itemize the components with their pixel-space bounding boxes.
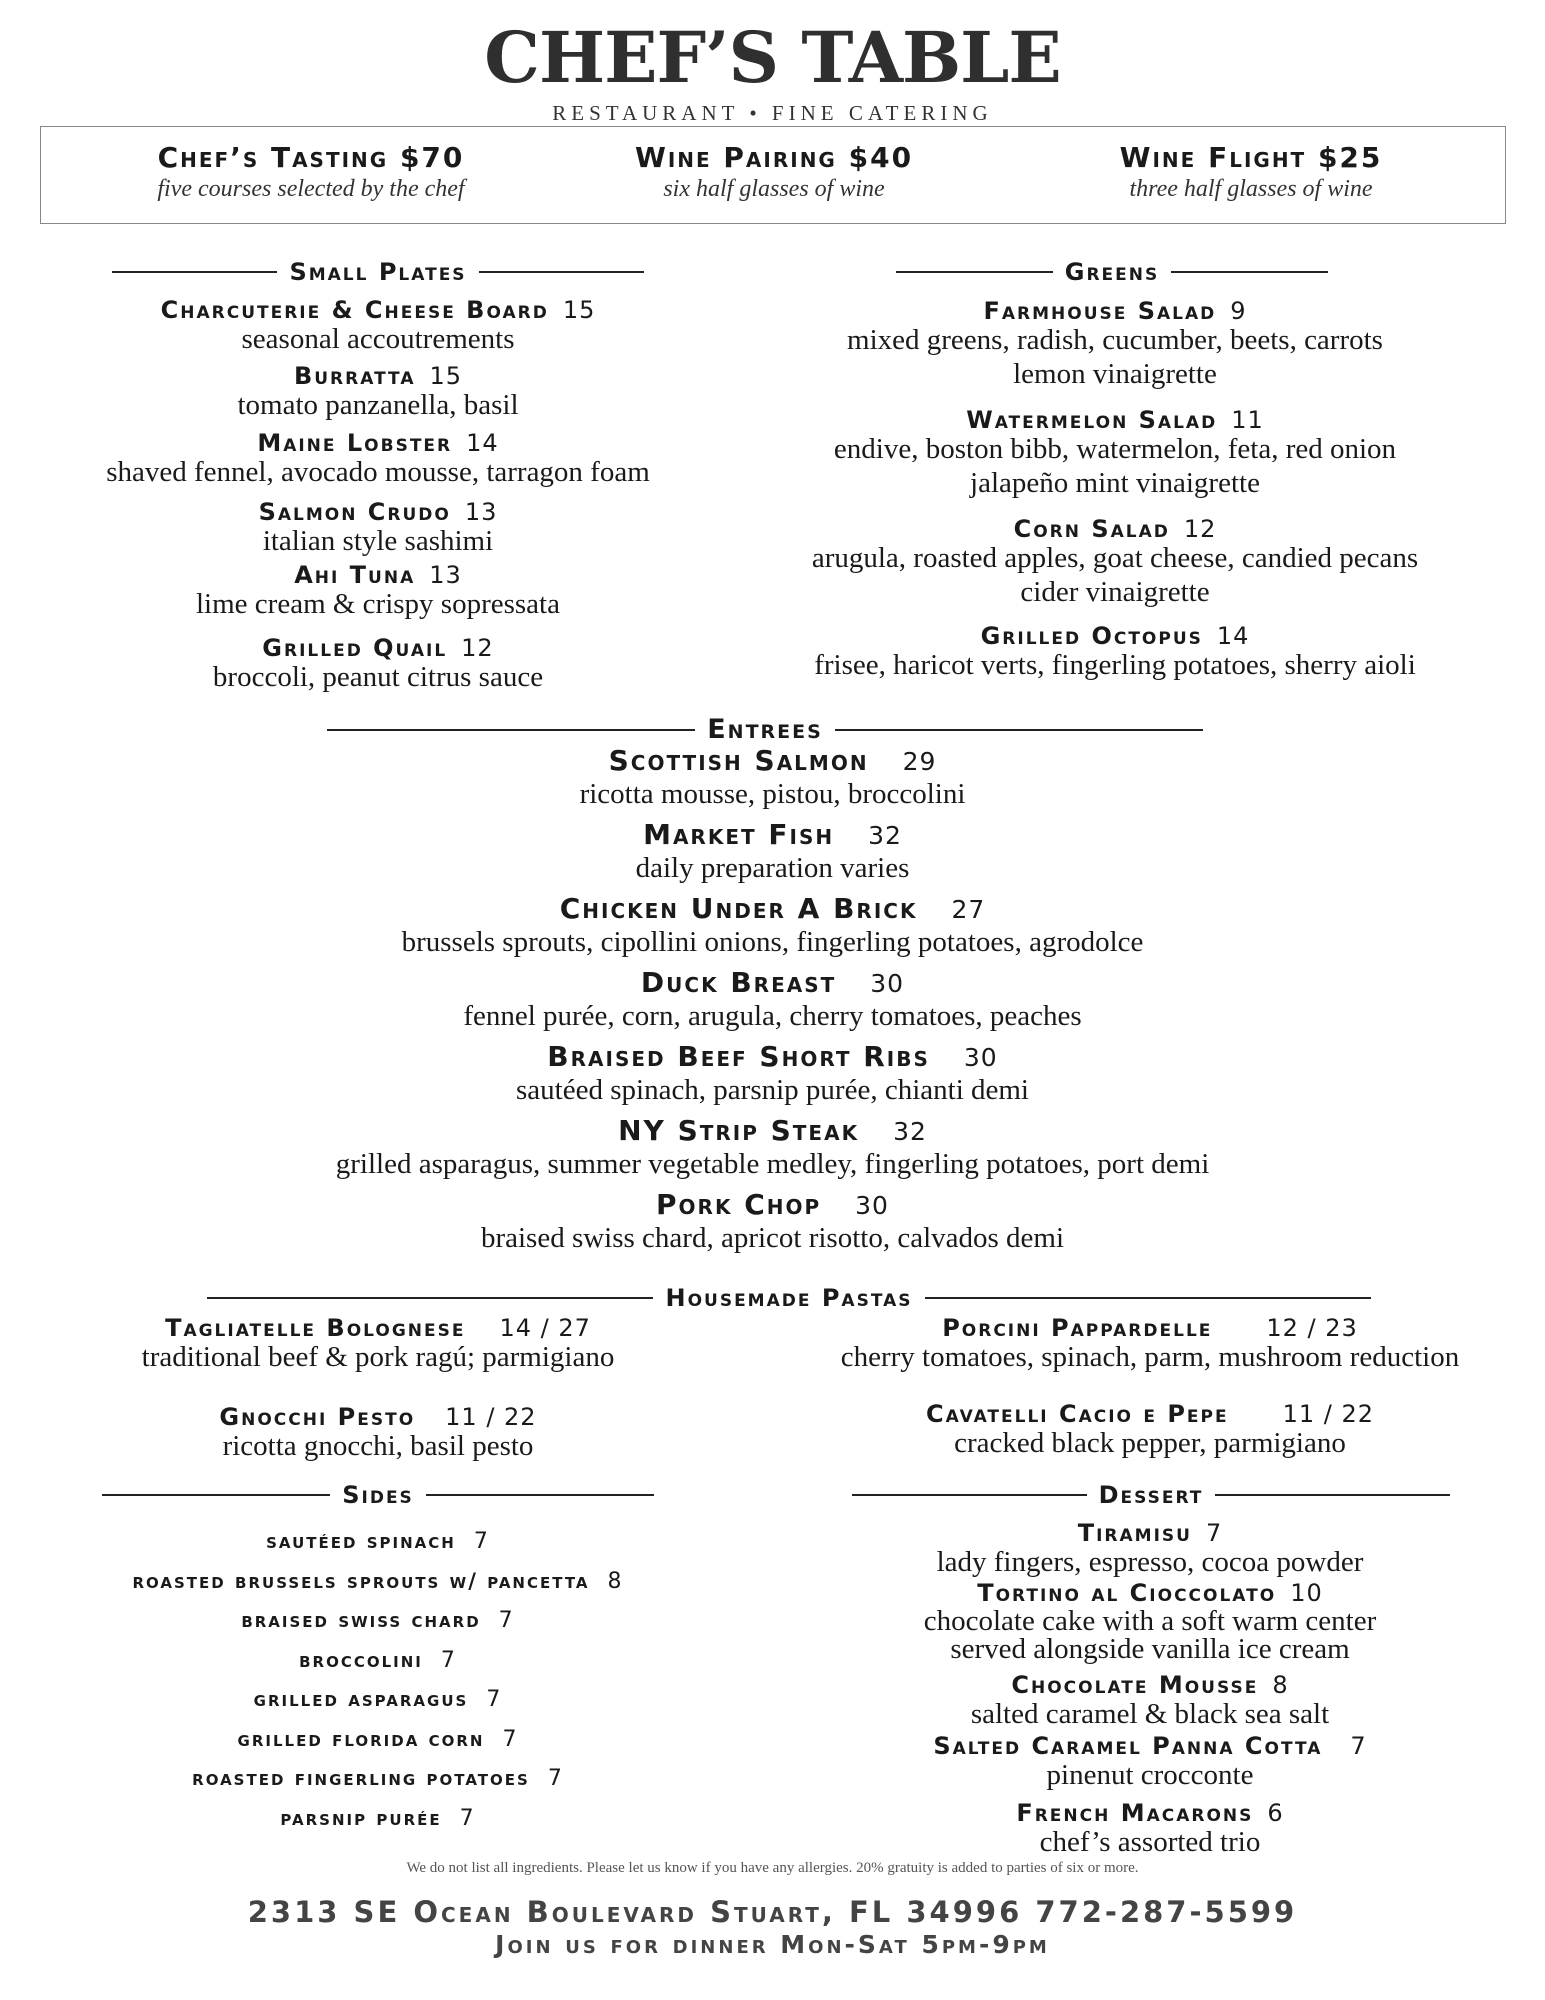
item-description: ricotta mousse, pistou, broccolini <box>579 778 966 810</box>
menu-item <box>800 1732 1500 1791</box>
item-price: 6 <box>1267 1799 1284 1827</box>
item-price: 11 <box>1231 406 1264 434</box>
item-name: broccolini <box>299 1647 423 1672</box>
item-name: Ahi Tuna <box>294 561 416 589</box>
item-price: 13 <box>464 498 498 526</box>
item-name: Tiramisu <box>1077 1519 1192 1547</box>
item-name: Salted Caramel Panna Cotta <box>933 1732 1323 1760</box>
menu-item <box>760 515 1470 610</box>
item-description: lady fingers, espresso, cocoa powder <box>936 1546 1364 1578</box>
item-price: 7 <box>473 1529 490 1554</box>
item-description: daily preparation varies <box>635 852 910 884</box>
menu-item <box>800 1671 1500 1730</box>
side-item <box>40 1522 716 1562</box>
item-price: 11 / 22 <box>1282 1400 1375 1428</box>
menu-item <box>240 744 1305 810</box>
item-name: Cavatelli Cacio e Pepe <box>925 1400 1229 1428</box>
item-description: grilled asparagus, summer vegetable medley, fingerling potatoes, port demi <box>335 1148 1210 1180</box>
item-description: fennel purée, corn, arugula, cherry tomatoes, peaches <box>463 1000 1082 1032</box>
item-name: roasted fingerling potatoes <box>192 1766 530 1790</box>
specials-box <box>40 126 1506 224</box>
menu-item <box>800 1799 1500 1858</box>
item-name: braised swiss chard <box>241 1608 481 1632</box>
item-name: Market Fish <box>643 818 835 851</box>
item-name: Charcuterie & Cheese Board <box>160 296 549 324</box>
item-description: ricotta gnocchi, basil pesto <box>222 1430 534 1462</box>
menu-item <box>800 1579 1500 1663</box>
special-wine-pairing <box>564 141 984 203</box>
item-name: Watermelon Salad <box>966 406 1218 434</box>
item-name: Grilled Octopus <box>980 622 1203 650</box>
entrees-list <box>240 744 1305 1254</box>
side-item <box>40 1759 716 1799</box>
section-heading-small-plates <box>112 258 644 286</box>
special-name: Chef’s Tasting $70 <box>157 141 465 174</box>
item-description: endive, boston bibb, watermelon, feta, red onion <box>833 433 1397 465</box>
menu-item <box>800 1314 1500 1373</box>
restaurant-hours: Join us for dinner Mon-Sat 5pm-9pm <box>495 1930 1050 1959</box>
item-name: Chocolate Mousse <box>1011 1671 1259 1699</box>
section-heading-greens <box>896 258 1328 286</box>
item-name: Porcini Pappardelle <box>942 1314 1213 1342</box>
heading-rule <box>479 271 644 273</box>
section-title: Entrees <box>707 714 823 745</box>
item-description: chocolate cake with a soft warm center <box>923 1605 1377 1637</box>
item-description: italian style sashimi <box>262 525 494 557</box>
menu-item <box>40 362 716 421</box>
menu-header <box>0 0 1545 126</box>
restaurant-logo: CHEF’S TABLE <box>484 16 1061 99</box>
item-price: 30 <box>963 1043 998 1072</box>
item-description: mixed greens, radish, cucumber, beets, carrots <box>847 324 1383 356</box>
item-description: jalapeño mint vinaigrette <box>970 467 1260 499</box>
item-price: 30 <box>855 1191 889 1220</box>
item-price: 7 <box>440 1647 457 1673</box>
item-price: 8 <box>1272 1671 1289 1699</box>
greens-list <box>760 297 1470 681</box>
menu-item <box>40 1314 716 1373</box>
menu-item <box>240 1114 1305 1180</box>
item-price: 32 <box>893 1117 927 1146</box>
item-name: roasted brussels sprouts w/ pancetta <box>132 1568 590 1593</box>
heading-rule <box>327 729 695 731</box>
item-price: 10 <box>1290 1579 1323 1607</box>
item-description: cracked black pepper, parmigiano <box>954 1427 1346 1459</box>
menu-item <box>40 296 716 355</box>
item-price: 13 <box>429 561 462 589</box>
pastas-right-list <box>800 1314 1500 1459</box>
special-chefs-tasting <box>101 141 521 203</box>
side-item <box>40 1799 716 1839</box>
item-price: 14 <box>1216 622 1250 650</box>
menu-item <box>40 498 716 557</box>
item-price: 15 <box>429 362 463 390</box>
menu-item <box>40 1403 716 1462</box>
item-name: Pork Chop <box>656 1188 822 1221</box>
heading-rule <box>896 271 1053 273</box>
special-description: five courses selected by the chef <box>157 176 465 202</box>
side-item <box>40 1680 716 1720</box>
item-price: 7 <box>498 1608 515 1633</box>
item-price: 30 <box>870 969 905 998</box>
item-price: 12 <box>461 634 494 662</box>
menu-item <box>240 818 1305 884</box>
item-price: 7 <box>1205 1519 1223 1547</box>
pastas-left-list <box>40 1314 716 1462</box>
item-price: 11 / 22 <box>445 1403 537 1431</box>
item-description: arugula, roasted apples, goat cheese, candied pecans <box>811 542 1419 574</box>
item-name: Chicken Under A Brick <box>559 892 918 925</box>
item-price: 7 <box>1350 1732 1367 1760</box>
item-name: Maine Lobster <box>257 429 453 457</box>
menu-item <box>240 1188 1305 1254</box>
item-description: salted caramel & black sea salt <box>970 1698 1330 1730</box>
item-name: NY Strip Steak <box>618 1114 860 1147</box>
item-description: frisee, haricot verts, fingerling potatoes, sherry aioli <box>814 649 1416 681</box>
section-title: Greens <box>1064 258 1160 286</box>
heading-rule <box>426 1494 654 1496</box>
menu-item <box>800 1400 1500 1459</box>
menu-item <box>760 297 1470 392</box>
item-description: broccoli, peanut citrus sauce <box>212 661 544 693</box>
special-wine-flight <box>1041 141 1461 203</box>
item-description: shaved fennel, avocado mousse, tarragon foam <box>106 456 650 488</box>
item-price: 7 <box>459 1805 476 1831</box>
menu-item <box>800 1519 1500 1578</box>
item-price: 32 <box>868 821 902 850</box>
section-heading-dessert <box>852 1481 1450 1509</box>
item-description: lemon vinaigrette <box>1013 358 1217 390</box>
item-name: Grilled Quail <box>262 634 448 662</box>
item-description: sautéed spinach, parsnip purée, chianti demi <box>516 1074 1029 1106</box>
section-title: Housemade Pastas <box>665 1284 913 1312</box>
item-price: 15 <box>562 296 596 324</box>
item-name: parsnip purée <box>280 1805 442 1830</box>
menu-item <box>240 966 1305 1032</box>
item-description: served alongside vanilla ice cream <box>950 1633 1350 1665</box>
item-name: Tagliatelle Bolognese <box>165 1314 466 1342</box>
special-name: Wine Pairing $40 <box>634 141 914 174</box>
section-heading-entrees <box>327 714 1203 745</box>
item-price: 7 <box>486 1687 503 1712</box>
item-name: Burratta <box>293 362 416 390</box>
item-name: Tortino al Cioccolato <box>977 1579 1277 1607</box>
heading-rule <box>925 1297 1371 1299</box>
sides-list <box>40 1522 716 1838</box>
side-item <box>40 1720 716 1760</box>
item-description: brussels sprouts, cipollini onions, fingerling potatoes, agrodolce <box>401 926 1144 958</box>
menu-item <box>240 892 1305 958</box>
item-price: 14 / 27 <box>499 1314 591 1342</box>
menu-item <box>240 1040 1305 1106</box>
item-price: 29 <box>902 747 937 776</box>
item-description: traditional beef & pork ragú; parmigiano <box>141 1341 615 1373</box>
small-plates-list <box>40 296 716 693</box>
item-price: 7 <box>547 1766 564 1791</box>
heading-rule <box>1171 271 1328 273</box>
item-description: lime cream & crispy sopressata <box>196 588 560 620</box>
item-name: Gnocchi Pesto <box>219 1403 416 1431</box>
item-price: 14 <box>466 429 499 457</box>
item-price: 12 <box>1183 515 1217 543</box>
item-name: Braised Beef Short Ribs <box>547 1040 930 1073</box>
item-price: 12 / 23 <box>1266 1314 1358 1342</box>
heading-rule <box>852 1494 1087 1496</box>
menu-item <box>40 429 716 488</box>
item-name: grilled asparagus <box>253 1687 469 1711</box>
item-name: French Macarons <box>1016 1799 1254 1827</box>
heading-rule <box>102 1494 330 1496</box>
heading-rule <box>1215 1494 1450 1496</box>
item-name: sautéed spinach <box>266 1529 456 1553</box>
heading-rule <box>207 1297 653 1299</box>
restaurant-address: 2313 SE Ocean Boulevard Stuart, FL 34996 772-287-5599 <box>247 1895 1298 1929</box>
side-item <box>40 1562 716 1602</box>
heading-rule <box>112 271 277 273</box>
special-description: six half glasses of wine <box>663 176 885 202</box>
menu-item <box>760 406 1470 501</box>
menu-item <box>40 634 716 693</box>
item-description: cider vinaigrette <box>1020 576 1210 608</box>
item-price: 9 <box>1230 297 1247 325</box>
item-name: Duck Breast <box>640 966 837 999</box>
item-price: 27 <box>951 895 986 924</box>
item-name: Salmon Crudo <box>258 498 451 526</box>
item-name: Farmhouse Salad <box>983 297 1217 325</box>
menu-item <box>760 622 1470 681</box>
item-name: Scottish Salmon <box>608 744 869 777</box>
section-title: Dessert <box>1098 1481 1204 1509</box>
item-description: braised swiss chard, apricot risotto, calvados demi <box>480 1222 1065 1254</box>
special-description: three half glasses of wine <box>1129 176 1373 202</box>
item-description: seasonal accoutrements <box>241 323 515 355</box>
section-title: Small Plates <box>289 258 467 286</box>
item-name: Corn Salad <box>1013 515 1170 543</box>
item-price: 8 <box>607 1568 624 1594</box>
section-heading-sides <box>102 1481 654 1509</box>
item-description: cherry tomatoes, spinach, parm, mushroom reduction <box>840 1341 1460 1373</box>
item-description: tomato panzanella, basil <box>237 389 519 421</box>
heading-rule <box>835 729 1203 731</box>
menu-item <box>40 561 716 620</box>
section-heading-pastas <box>207 1284 1371 1312</box>
side-item <box>40 1641 716 1681</box>
special-name: Wine Flight $25 <box>1119 141 1383 174</box>
item-description: chef’s assorted trio <box>1039 1826 1261 1858</box>
item-price: 7 <box>502 1726 519 1752</box>
dessert-list <box>800 1519 1500 1858</box>
restaurant-tagline: RESTAURANT • FINE CATERING <box>552 101 993 125</box>
item-description: pinenut crocconte <box>1046 1759 1254 1791</box>
item-name: grilled florida corn <box>237 1726 485 1751</box>
allergy-disclaimer: We do not list all ingredients. Please let us know if you have any allergies. 20% gratuity is added to parties of six or more. <box>406 1860 1139 1876</box>
section-title: Sides <box>342 1481 414 1509</box>
side-item <box>40 1601 716 1641</box>
